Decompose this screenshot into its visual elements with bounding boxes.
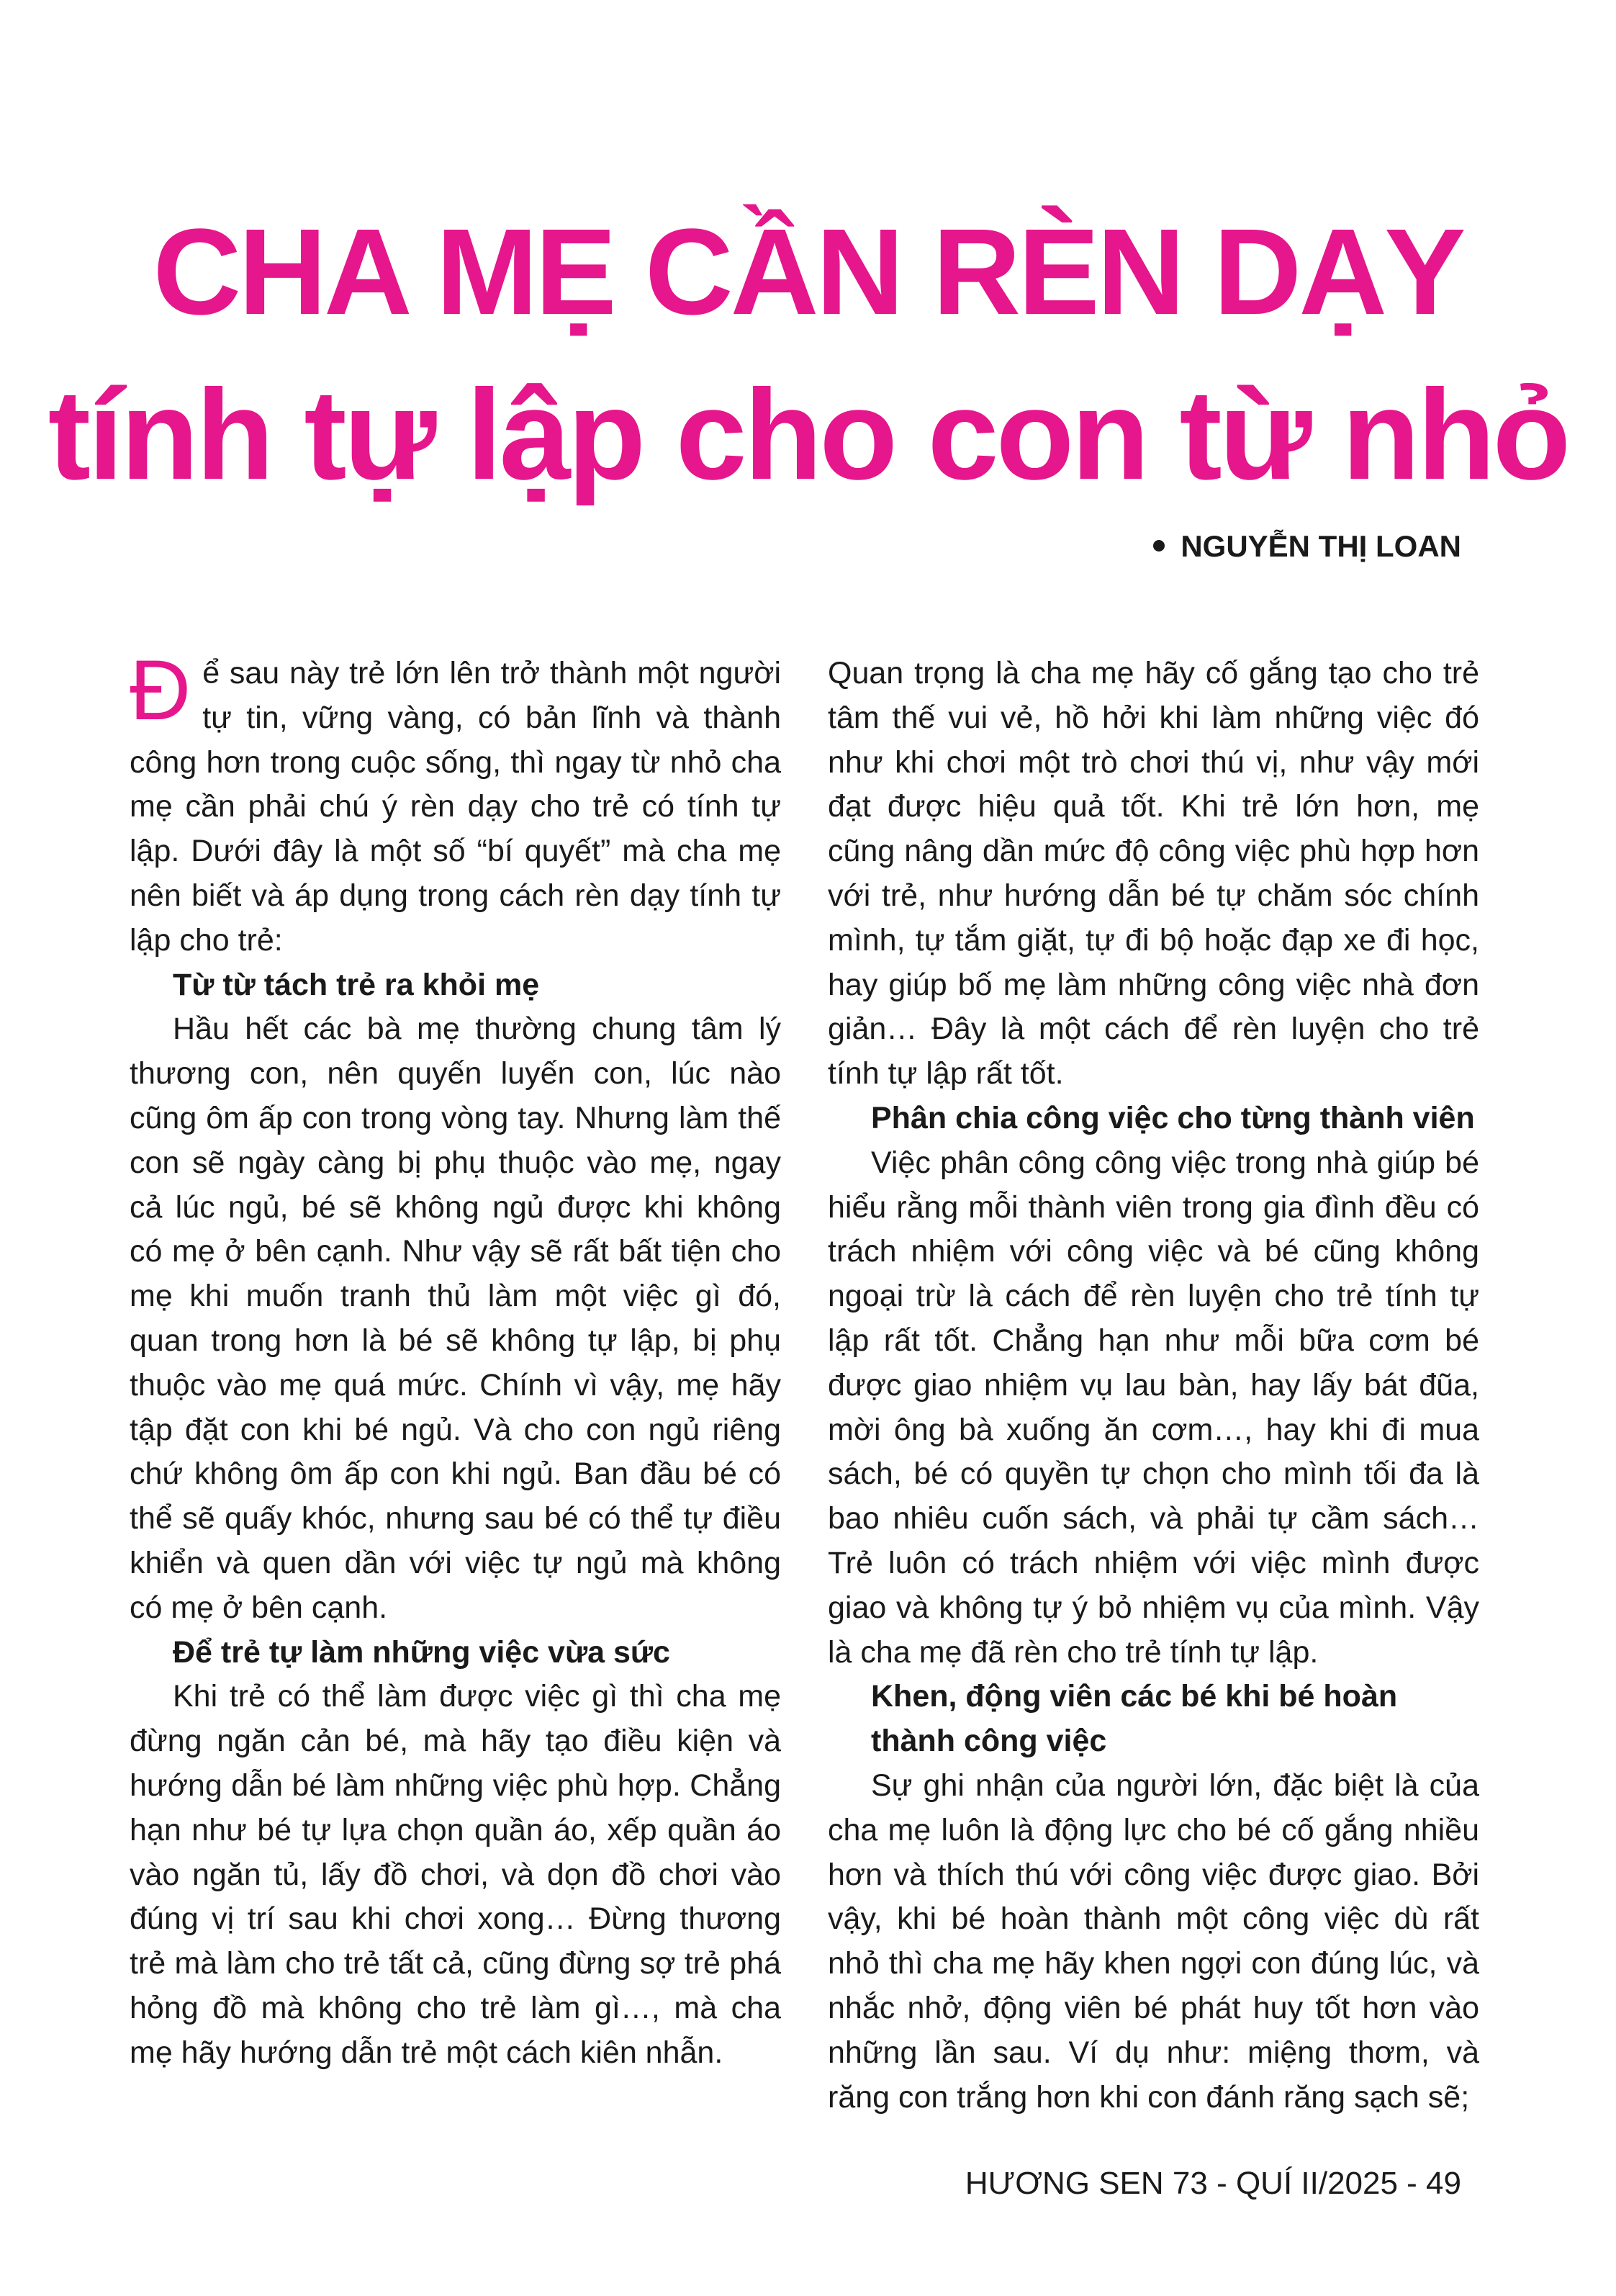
continued-paragraph: Quan trọng là cha mẹ hãy cố gắng tạo cho trẻ tâm thế vui vẻ, hồ hởi khi làm những việc đó như khi chơi một trò chơi thú vị, như vậy mới đạt được hiệu quả tốt. Khi trẻ lớn hơn, mẹ cũng nâng dần mức độ công việc phù hợp hơn với trẻ, như hướng dẫn bé tự chăm sóc chính mình, tự tắm giặt, tự đi bộ hoặc đạp xe đi học, hay giúp bố mẹ làm những công việc nhà đơn giản… Đây là một cách để rèn luyện cho trẻ tính tự lập rất tốt. (828, 656, 1479, 1091)
section-paragraph-1: Hầu hết các bà mẹ thường chung tâm lý thương con, nên quyến luyến con, lúc nào cũng ôm ấp con trong vòng tay. Nhưng làm thế con sẽ ngày càng bị phụ thuộc vào mẹ, ngay cả lúc ngủ, bé sẽ không ngủ được khi không có mẹ ở bên cạnh. Như vậy sẽ rất bất tiện cho mẹ khi muốn tranh thủ làm một việc gì đó, quan trong hơn là bé sẽ không tự lập, bị phụ thuộc vào mẹ quá mức. Chính vì vậy, mẹ hãy tập đặt con khi bé ngủ. Và cho con ngủ riêng chứ không ôm ấp con khi ngủ. Ban đầu bé có thể sẽ quấy khóc, nhưng sau bé có thể tự điều khiển và quen dần với việc tự ngủ mà không có mẹ ở bên cạnh. (130, 1012, 781, 1625)
bullet-icon (1153, 540, 1165, 552)
intro-text: ể sau này trẻ lớn lên trở thành một người tự tin, vững vàng, có bản lĩnh và thành công hơn trong cuộc sống, thì ngay từ nhỏ cha mẹ cần phải chú ý rèn dạy cho trẻ có tính tự lập. Dưới đây là một số “bí quyết” mà cha mẹ nên biết và áp dụng trong cách rèn dạy tính tự lập cho trẻ: (130, 656, 781, 958)
title-line-2: tính tự lập cho con từ nhỏ (48, 363, 1568, 507)
drop-cap: Đ (130, 643, 191, 738)
section-heading-1: Từ từ tách trẻ ra khỏi mẹ (173, 967, 540, 1002)
left-column (130, 643, 781, 2076)
section-paragraph-3: Việc phân công công việc trong nhà giúp bé hiểu rằng mỗi thành viên trong gia đình đều có trách nhiệm với công việc và bé cũng không ngoại trừ là cách để rèn luyện cho trẻ tính tự lập rất tốt. Chẳng hạn như mỗi bữa cơm bé được giao nhiệm vụ lau bàn, hay lấy bát đũa, mời ông bà xuống ăn cơm…, hay khi đi mua sách, bé có quyền tự chọn cho mình tối đa là bao nhiêu cuốn sách, và phải tự cầm sách… Trẻ luôn có trách nhiệm với việc mình được giao và không tự ý bỏ nhiệm vụ của mình. Vậy là cha mẹ đã rèn cho trẻ tính tự lập. (828, 1145, 1479, 1670)
title-line-1: CHA MẸ CẦN RÈN DẠY (153, 204, 1463, 341)
right-column (828, 652, 1479, 2120)
page-footer: HƯƠNG SEN 73 - QUÍ II/2025 - 49 (965, 2166, 1461, 2201)
section-heading-2: Để trẻ tự làm những việc vừa sức (173, 1634, 670, 1670)
intro-paragraph (130, 643, 781, 963)
section-paragraph-2: Khi trẻ có thể làm được việc gì thì cha mẹ đừng ngăn cản bé, mà hãy tạo điều kiện và hướng dẫn bé làm những việc phù hợp. Chẳng hạn như bé tự lựa chọn quần áo, xếp quần áo vào ngăn tủ, lấy đồ chơi, và dọn đồ chơi vào đúng vị trí sau khi chơi xong… Đừng thương trẻ mà làm cho trẻ tất cả, cũng đừng sợ trẻ phá hỏng đồ mà không cho trẻ làm gì…, mà cha mẹ hãy hướng dẫn trẻ một cách kiên nhẫn. (130, 1679, 781, 2070)
section-paragraph-4: Sự ghi nhận của người lớn, đặc biệt là của cha mẹ luôn là động lực cho bé cố gắng nhiều hơn và thích thú với công việc được giao. Bởi vậy, khi bé hoàn thành một công việc dù rất nhỏ thì cha mẹ hãy khen ngợi con đúng lúc, và nhắc nhở, động viên bé phát huy tốt hơn vào những lần sau. Ví dụ như: miệng thơm, và răng con trắng hơn khi con đánh răng sạch sẽ; (828, 1768, 1479, 2115)
section-heading-4: Khen, động viên các bé khi bé hoàn thành công việc (871, 1679, 1398, 1759)
author-name: NGUYỄN THỊ LOAN (1181, 529, 1461, 563)
section-heading-3: Phân chia công việc cho từng thành viên (871, 1100, 1475, 1135)
author-byline (1153, 529, 1461, 564)
article-title (0, 195, 1616, 519)
